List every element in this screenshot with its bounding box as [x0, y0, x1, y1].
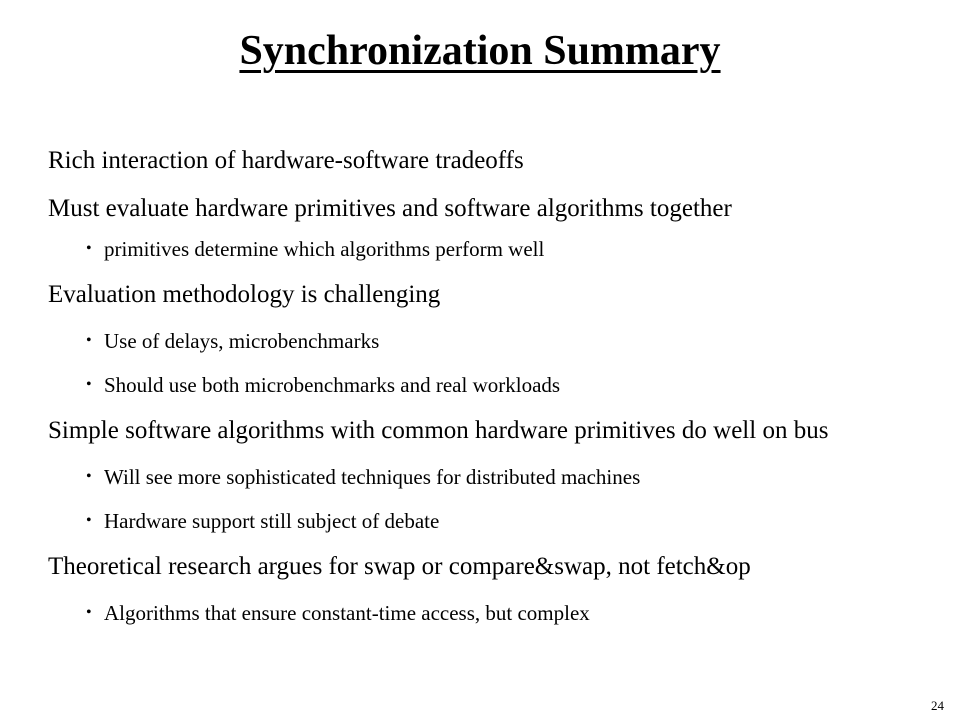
- sub-bullet-item: [48, 372, 948, 398]
- bullet-item: Rich interaction of hardware-software tradeoffs: [48, 147, 524, 174]
- bullet-icon: •: [86, 604, 92, 621]
- sub-bullet-text: Will see more sophisticated techniques for distributed machines: [104, 465, 641, 489]
- bullet-icon: •: [86, 240, 92, 257]
- bullet-icon: •: [86, 376, 92, 393]
- sub-bullet-item: [48, 464, 948, 490]
- sub-bullet-item: [48, 508, 948, 534]
- sub-bullet-text: Hardware support still subject of debate: [104, 509, 440, 533]
- bullet-item: Simple software algorithms with common hardware primitives do well on bus: [48, 417, 829, 444]
- page-number: 24: [931, 698, 944, 713]
- sub-bullet-text: Use of delays, microbenchmarks: [104, 329, 380, 353]
- bullet-icon: •: [86, 332, 92, 349]
- bullet-icon: •: [86, 512, 92, 529]
- slide-title: Synchronization Summary: [239, 28, 721, 74]
- sub-bullet-text: primitives determine which algorithms perform well: [104, 237, 545, 261]
- sub-bullet-text: Algorithms that ensure constant-time access, but complex: [104, 601, 590, 625]
- bullet-item: Theoretical research argues for swap or compare&swap, not fetch&op: [48, 553, 751, 580]
- sub-bullet-item: [48, 328, 948, 354]
- bullet-item: Must evaluate hardware primitives and software algorithms together: [48, 195, 732, 222]
- sub-bullet-item: [48, 600, 948, 626]
- sub-bullet-text: Should use both microbenchmarks and real workloads: [104, 373, 561, 397]
- sub-bullet-item: [48, 236, 948, 262]
- bullet-item: Evaluation methodology is challenging: [48, 281, 441, 308]
- slide-content: [48, 146, 948, 626]
- bullet-icon: •: [86, 468, 92, 485]
